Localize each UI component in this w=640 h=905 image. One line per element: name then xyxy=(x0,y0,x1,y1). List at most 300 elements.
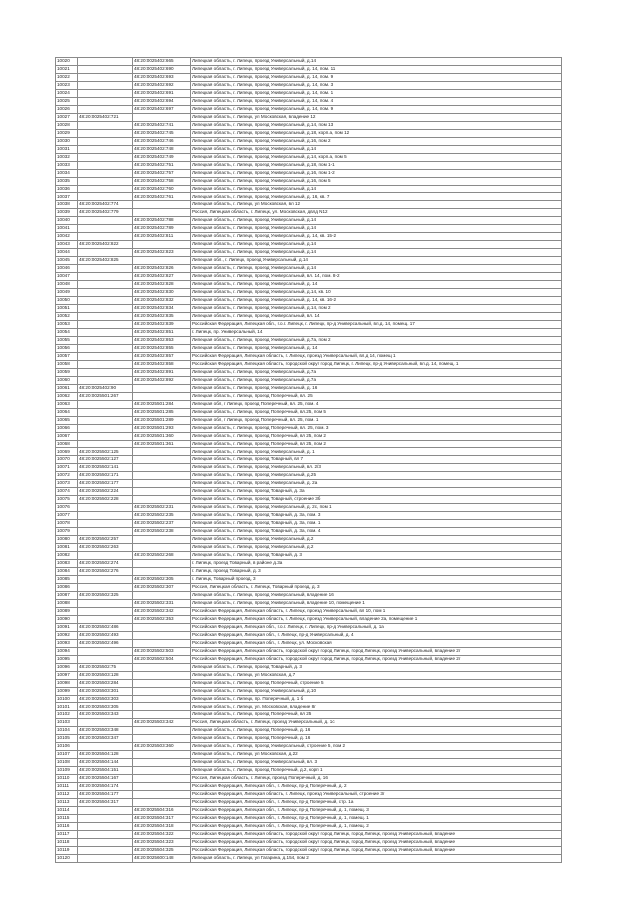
parcel-number-cell xyxy=(78,305,133,313)
address-cell: Липецкая обл, г Липецк, проезд Поперечный, вл. 25, пом. 1 xyxy=(191,416,562,424)
address-cell: Липецкая область, г. Липецк, проезд Универсальный, д. 16 xyxy=(191,384,562,392)
address-cell: Липецкая область, г. Липецк, проезд Универсальный, д. 14, пом. 3 xyxy=(191,81,562,89)
address-cell: Липецкая область, г. Липецк, проезд Универсальный, д.18, корп.а, пом 12 xyxy=(191,129,562,137)
parcel-number-cell: 48:20:0025503:284 xyxy=(78,679,133,687)
parcel-number-cell: 48:20:0025503:128 xyxy=(78,671,133,679)
row-number-cell: 10037 xyxy=(56,193,78,201)
parcel-number-cell: 48:20:0025502:493 xyxy=(78,631,133,639)
building-number-cell xyxy=(133,751,191,759)
table-row xyxy=(56,328,562,336)
address-cell: Липецкая область, г. Липецк, проезд Универсальный, владение 16 xyxy=(191,591,562,599)
table-row xyxy=(56,846,562,854)
table-row xyxy=(56,496,562,504)
table-row xyxy=(56,392,562,400)
table-row xyxy=(56,376,562,384)
building-number-cell xyxy=(133,568,191,576)
building-number-cell xyxy=(133,472,191,480)
table-row xyxy=(56,320,562,328)
table-row xyxy=(56,560,562,568)
building-number-cell xyxy=(133,783,191,791)
building-number-cell xyxy=(133,480,191,488)
table-row xyxy=(56,424,562,432)
address-cell: Липецкая область, г. Липецк, проезд Универсальный, строение 5, пом 2 xyxy=(191,743,562,751)
table-row xyxy=(56,767,562,775)
address-cell: Российская Федерация, Липецкая область, городской округ город Липецк, город Липецк, проезд Универсальный, владение 2г xyxy=(191,655,562,663)
parcel-number-cell xyxy=(78,424,133,432)
table-row xyxy=(56,480,562,488)
address-cell: г. Липецк, проезд Товарный, д. 3 xyxy=(191,568,562,576)
parcel-number-cell xyxy=(78,719,133,727)
parcel-number-cell xyxy=(78,846,133,854)
building-number-cell: 48:20:0025502:342 xyxy=(133,607,191,615)
building-number-cell xyxy=(133,711,191,719)
building-number-cell: 48:20:0025402:892 xyxy=(133,376,191,384)
address-cell: Липецкая область, г. Липецк, проезд Универсальный, д.2 xyxy=(191,536,562,544)
building-number-cell: 48:20:0025402:691 xyxy=(133,89,191,97)
parcel-number-cell: 48:20:0025502:224 xyxy=(78,488,133,496)
parcel-number-cell xyxy=(78,153,133,161)
address-cell: Липецкая область, г. Липецк, проезд Универсальный, д.14 xyxy=(191,241,562,249)
parcel-number-cell xyxy=(78,552,133,560)
table-row xyxy=(56,145,562,153)
table-row xyxy=(56,615,562,623)
building-number-cell: 48:20:0025402:751 xyxy=(133,161,191,169)
table-row xyxy=(56,472,562,480)
table-row xyxy=(56,583,562,591)
row-number-cell: 10068 xyxy=(56,440,78,448)
table-row xyxy=(56,456,562,464)
building-number-cell: 48:20:0025402:853 xyxy=(133,336,191,344)
address-cell: Липецкая область, г. Липецк, проезд Универсальный, д.14, пом 13 xyxy=(191,121,562,129)
row-number-cell: 10076 xyxy=(56,504,78,512)
row-number-cell: 10111 xyxy=(56,783,78,791)
table-row xyxy=(56,217,562,225)
parcel-number-cell xyxy=(78,432,133,440)
row-number-cell: 10100 xyxy=(56,695,78,703)
address-cell: Российская Федерация, Липецкая обл., г.о.г. Липецк, г. Липецк, пр-д Универсальный, вл.д. 14, помещ. 17 xyxy=(191,320,562,328)
parcel-number-cell xyxy=(78,823,133,831)
address-cell: Липецкая область, г. Липецк, проезд Универсальный, вл. 3 xyxy=(191,759,562,767)
parcel-number-cell xyxy=(78,65,133,73)
parcel-number-cell xyxy=(78,289,133,297)
row-number-cell: 10041 xyxy=(56,225,78,233)
table-row xyxy=(56,352,562,360)
table-row xyxy=(56,368,562,376)
building-number-cell xyxy=(133,799,191,807)
parcel-number-cell xyxy=(78,504,133,512)
table-row xyxy=(56,647,562,655)
parcel-number-cell: 48:20:0025502:75 xyxy=(78,663,133,671)
row-number-cell: 10052 xyxy=(56,313,78,321)
building-number-cell xyxy=(133,113,191,121)
row-number-cell: 10047 xyxy=(56,273,78,281)
parcel-number-cell: 48:20:0025503:305 xyxy=(78,703,133,711)
building-number-cell: 48:20:0025504:323 xyxy=(133,838,191,846)
address-cell: Липецкая обл, г Липецк, проезд Поперечный, вл. 25, пом. 4 xyxy=(191,400,562,408)
table-row xyxy=(56,488,562,496)
parcel-number-cell: 48:20:0025502:257 xyxy=(78,536,133,544)
table-row xyxy=(56,177,562,185)
parcel-number-cell xyxy=(78,807,133,815)
row-number-cell: 10098 xyxy=(56,679,78,687)
table-row xyxy=(56,201,562,209)
table-row xyxy=(56,153,562,161)
row-number-cell: 10031 xyxy=(56,145,78,153)
row-number-cell: 10072 xyxy=(56,472,78,480)
address-cell: Липецкая область, г. Липецк, проезд Универсальный, д.16, пом 5 xyxy=(191,177,562,185)
table-row xyxy=(56,408,562,416)
parcel-number-cell: 48:20:0025502:276 xyxy=(78,568,133,576)
row-number-cell: 10055 xyxy=(56,336,78,344)
row-number-cell: 10083 xyxy=(56,560,78,568)
table-row xyxy=(56,73,562,81)
building-number-cell: 48:20:0025503:342 xyxy=(133,719,191,727)
building-number-cell: 48:20:0025402:697 xyxy=(133,105,191,113)
parcel-number-cell xyxy=(78,336,133,344)
table-row xyxy=(56,655,562,663)
parcel-number-cell xyxy=(78,520,133,528)
table-row xyxy=(56,81,562,89)
address-cell: Липецкая область, г. Липецк, проезд Универсальный, вл. 14 xyxy=(191,313,562,321)
table-row xyxy=(56,791,562,799)
row-number-cell: 10058 xyxy=(56,360,78,368)
parcel-number-cell xyxy=(78,233,133,241)
row-number-cell: 10021 xyxy=(56,65,78,73)
parcel-number-cell: 48:20:0025402:825 xyxy=(78,257,133,265)
table-row xyxy=(56,344,562,352)
address-cell: Липецкая область, г. Липецк, проезд Универсальный, д. 2а xyxy=(191,480,562,488)
building-number-cell: 48:20:0025402:746 xyxy=(133,137,191,145)
building-number-cell: 48:20:0025402:823 xyxy=(133,249,191,257)
building-number-cell: 48:20:0025402:828 xyxy=(133,281,191,289)
address-cell: Липецкая область, г. Липецк, проезд Универсальный, д.14 xyxy=(191,217,562,225)
row-number-cell: 10113 xyxy=(56,799,78,807)
address-cell: Липецкая область, г. Липецк, ул Московская, владение 12 xyxy=(191,113,562,121)
registry-sheet xyxy=(55,57,561,863)
parcel-number-cell xyxy=(78,838,133,846)
address-cell: Российская Федерация, Липецкая обл., г. Липецк, пр-д Поперечный, д. 1, помещ. 2 xyxy=(191,823,562,831)
row-number-cell: 10060 xyxy=(56,376,78,384)
address-cell: Липецкая область, г. Липецк, проезд Универсальный, д. 14, кв. 16-2 xyxy=(191,297,562,305)
parcel-number-cell xyxy=(78,815,133,823)
parcel-number-cell xyxy=(78,408,133,416)
address-cell: Липецкая область, г. Липецк, проезд Универсальный, д.14 xyxy=(191,145,562,153)
parcel-number-cell: 48:20:0025502:177 xyxy=(78,480,133,488)
row-number-cell: 10062 xyxy=(56,392,78,400)
row-number-cell: 10061 xyxy=(56,384,78,392)
row-number-cell: 10106 xyxy=(56,743,78,751)
building-number-cell xyxy=(133,496,191,504)
parcel-number-cell xyxy=(78,89,133,97)
table-row xyxy=(56,416,562,424)
building-number-cell xyxy=(133,679,191,687)
address-cell: Липецкая область, г. Липецк, проезд Универсальный, д.2 xyxy=(191,544,562,552)
table-row xyxy=(56,735,562,743)
building-number-cell: 48:20:0025402:826 xyxy=(133,265,191,273)
building-number-cell xyxy=(133,663,191,671)
parcel-number-cell xyxy=(78,743,133,751)
address-cell: Российская Федерация, Липецкая область, городской округ город Липецк, город Липецк, проезд Универсальный, владение xyxy=(191,838,562,846)
table-row xyxy=(56,687,562,695)
address-cell: Липецкая область, г. Липецк, проезд Универсальный, вл. 14, пом. 8-2 xyxy=(191,273,562,281)
parcel-number-cell: 48:20:0025402:822 xyxy=(78,241,133,249)
parcel-number-cell xyxy=(78,137,133,145)
address-cell: Липецкая область, г. Липецк, проезд Товарный, д. 3 xyxy=(191,552,562,560)
parcel-number-cell: 48:20:0025502:486 xyxy=(78,623,133,631)
building-number-cell xyxy=(133,536,191,544)
row-number-cell: 10048 xyxy=(56,281,78,289)
address-cell: Российская Федерация, Липецкая обл., г. Липецк, пр-д Поперечный, стр. 1а xyxy=(191,799,562,807)
table-row xyxy=(56,727,562,735)
address-cell: Липецкая область, г. Липецк, проезд Поперечный, вл. 25 xyxy=(191,392,562,400)
parcel-number-cell: 48:20:0025503:303 xyxy=(78,695,133,703)
row-number-cell: 10050 xyxy=(56,297,78,305)
table-row xyxy=(56,536,562,544)
building-number-cell: 48:20:0025501:360 xyxy=(133,432,191,440)
row-number-cell: 10023 xyxy=(56,81,78,89)
row-number-cell: 10084 xyxy=(56,568,78,576)
table-row xyxy=(56,823,562,831)
row-number-cell: 10103 xyxy=(56,719,78,727)
building-number-cell: 48:20:0025504:318 xyxy=(133,823,191,831)
parcel-number-cell xyxy=(78,440,133,448)
address-cell: Липецкая область, г. Липецк, проезд Товарный, д. 3а, пом. 1 xyxy=(191,520,562,528)
parcel-number-cell: 48:20:0025503:301 xyxy=(78,687,133,695)
building-number-cell xyxy=(133,775,191,783)
address-cell: Липецкая область, г. Липецк, проезд Универсальный, д.14 xyxy=(191,225,562,233)
building-number-cell xyxy=(133,448,191,456)
building-number-cell: 48:20:0025402:690 xyxy=(133,65,191,73)
address-cell: Липецкая область, г. Липецк, проезд Поперечный, вл 25, пом 2 xyxy=(191,440,562,448)
parcel-number-cell: 48:20:0025504:177 xyxy=(78,791,133,799)
parcel-number-cell xyxy=(78,97,133,105)
parcel-number-cell xyxy=(78,583,133,591)
building-number-cell: 48:20:0025402:891 xyxy=(133,368,191,376)
parcel-number-cell xyxy=(78,73,133,81)
row-number-cell: 10078 xyxy=(56,520,78,528)
address-cell: Липецкая область, г. Липецк, пр. Поперечный, д. 1 б xyxy=(191,695,562,703)
table-row xyxy=(56,121,562,129)
building-number-cell: 48:20:0025504:322 xyxy=(133,830,191,838)
address-cell: Липецкая область, г. Липецк, проезд Товарный, строение 3б xyxy=(191,496,562,504)
building-number-cell xyxy=(133,384,191,392)
table-row xyxy=(56,137,562,145)
row-number-cell: 10039 xyxy=(56,209,78,217)
building-number-cell xyxy=(133,727,191,735)
row-number-cell: 10034 xyxy=(56,169,78,177)
building-number-cell: 48:20:0025402:832 xyxy=(133,297,191,305)
table-body xyxy=(56,58,562,863)
parcel-number-cell xyxy=(78,265,133,273)
parcel-number-cell xyxy=(78,249,133,257)
address-cell: Липецкая область, г. Липецк, проезд Универсальный, д. 14 xyxy=(191,344,562,352)
table-row xyxy=(56,743,562,751)
table-row xyxy=(56,544,562,552)
address-cell: Россия, Липецкая область, г. Липецк, Товарный проезд, д. 3 xyxy=(191,583,562,591)
building-number-cell xyxy=(133,560,191,568)
address-cell: Липецкая область, г. Липецк, проезд Универсальный, д.14, кв. 10 xyxy=(191,289,562,297)
row-number-cell: 10093 xyxy=(56,639,78,647)
address-cell: Липецкая область, г. Липецк, ул Московская, вл 12 xyxy=(191,201,562,209)
address-cell: Липецкая область, г. Липецк, проезд Универсальный, д. 2с, пом 1 xyxy=(191,504,562,512)
building-number-cell xyxy=(133,767,191,775)
table-row xyxy=(56,838,562,846)
row-number-cell: 10026 xyxy=(56,105,78,113)
row-number-cell: 10038 xyxy=(56,201,78,209)
row-number-cell: 10081 xyxy=(56,544,78,552)
row-number-cell: 10027 xyxy=(56,113,78,121)
row-number-cell: 10085 xyxy=(56,575,78,583)
parcel-number-cell xyxy=(78,145,133,153)
row-number-cell: 10054 xyxy=(56,328,78,336)
row-number-cell: 10080 xyxy=(56,536,78,544)
address-cell: Россия, Липецкая область, г. Липецк, ул. Московская, двлд N12 xyxy=(191,209,562,217)
address-cell: Липецкая область, г. Липецк, проезд Универсальный, д. 14, пом. 1 xyxy=(191,89,562,97)
parcel-number-cell xyxy=(78,344,133,352)
parcel-number-cell xyxy=(78,217,133,225)
row-number-cell: 10109 xyxy=(56,767,78,775)
table-row xyxy=(56,695,562,703)
address-cell: Липецкая область, г. Липецк, ул Гагарина, д.154, пом 2 xyxy=(191,854,562,862)
table-row xyxy=(56,400,562,408)
table-row xyxy=(56,783,562,791)
table-row xyxy=(56,528,562,536)
row-number-cell: 10056 xyxy=(56,344,78,352)
address-cell: Липецкая область, г. Липецк, проезд Поперечный, д.2, корп 1 xyxy=(191,767,562,775)
parcel-number-cell xyxy=(78,129,133,137)
address-cell: Липецкая область, г. Липецк, проезд Товарный, д. 3 xyxy=(191,663,562,671)
address-cell: Липецкая область, г. Липецк, проезд Универсальный, д. 14, пом. 11 xyxy=(191,65,562,73)
address-cell: Липецкая область, г. Липецк, проезд Универсальный, д.10 xyxy=(191,687,562,695)
building-number-cell: 48:20:0025504:316 xyxy=(133,807,191,815)
parcel-number-cell xyxy=(78,177,133,185)
building-number-cell: 48:20:0025502:503 xyxy=(133,647,191,655)
parcel-number-cell: 48:20:0025504:144 xyxy=(78,759,133,767)
table-row xyxy=(56,575,562,583)
parcel-number-cell xyxy=(78,185,133,193)
row-number-cell: 10073 xyxy=(56,480,78,488)
address-cell: Липецкая область, г. Липецк, проезд Универсальный, д.14 xyxy=(191,58,562,66)
parcel-number-cell: 48:20:0025503:348 xyxy=(78,727,133,735)
parcel-number-cell xyxy=(78,528,133,536)
table-row xyxy=(56,249,562,257)
building-number-cell: 48:20:0025402:858 xyxy=(133,360,191,368)
row-number-cell: 10086 xyxy=(56,583,78,591)
parcel-number-cell xyxy=(78,328,133,336)
table-row xyxy=(56,799,562,807)
row-number-cell: 10046 xyxy=(56,265,78,273)
address-cell: Липецкая область, г. Липецк, проезд Универсальный, д.25 xyxy=(191,472,562,480)
parcel-number-cell: 48:20:0025502:228 xyxy=(78,496,133,504)
parcel-number-cell: 48:20:0025402:774 xyxy=(78,201,133,209)
table-row xyxy=(56,719,562,727)
table-row xyxy=(56,58,562,66)
address-cell: Липецкая область, г. Липецк, проезд Поперечный, д. 16 xyxy=(191,735,562,743)
cadastral-table xyxy=(55,57,562,863)
table-row xyxy=(56,663,562,671)
table-row xyxy=(56,759,562,767)
table-row xyxy=(56,679,562,687)
row-number-cell: 10022 xyxy=(56,73,78,81)
parcel-number-cell xyxy=(78,169,133,177)
address-cell: Липецкая область, г. Липецк, ул. Московская, владение 8г xyxy=(191,703,562,711)
row-number-cell: 10020 xyxy=(56,58,78,66)
building-number-cell: 48:20:0025402:839 xyxy=(133,320,191,328)
row-number-cell: 10101 xyxy=(56,703,78,711)
building-number-cell: 48:20:0025501:284 xyxy=(133,400,191,408)
row-number-cell: 10099 xyxy=(56,687,78,695)
row-number-cell: 10030 xyxy=(56,137,78,145)
parcel-number-cell: 48:20:0025502:171 xyxy=(78,472,133,480)
table-row xyxy=(56,193,562,201)
table-row xyxy=(56,815,562,823)
row-number-cell: 10118 xyxy=(56,838,78,846)
row-number-cell: 10045 xyxy=(56,257,78,265)
row-number-cell: 10119 xyxy=(56,846,78,854)
parcel-number-cell: 48:20:0025504:128 xyxy=(78,751,133,759)
parcel-number-cell: 48:20:0025504:174 xyxy=(78,783,133,791)
building-number-cell: 48:20:0025502:307 xyxy=(133,583,191,591)
address-cell: г. Липецк, проезд Товарный, в районе д.3а xyxy=(191,560,562,568)
table-row xyxy=(56,552,562,560)
row-number-cell: 10024 xyxy=(56,89,78,97)
table-row xyxy=(56,830,562,838)
building-number-cell: 48:20:0025501:293 xyxy=(133,424,191,432)
parcel-number-cell: 48:20:0025504:317 xyxy=(78,799,133,807)
row-number-cell: 10115 xyxy=(56,815,78,823)
row-number-cell: 10117 xyxy=(56,830,78,838)
row-number-cell: 10092 xyxy=(56,631,78,639)
building-number-cell xyxy=(133,392,191,400)
row-number-cell: 10107 xyxy=(56,751,78,759)
row-number-cell: 10036 xyxy=(56,185,78,193)
table-row xyxy=(56,568,562,576)
table-row xyxy=(56,97,562,105)
table-row xyxy=(56,185,562,193)
table-row xyxy=(56,336,562,344)
parcel-number-cell xyxy=(78,313,133,321)
row-number-cell: 10096 xyxy=(56,663,78,671)
building-number-cell: 48:20:0025502:305 xyxy=(133,575,191,583)
table-row xyxy=(56,591,562,599)
row-number-cell: 10071 xyxy=(56,464,78,472)
address-cell: Липецкая область, г. Липецк, проезд Товарный, вл 7 xyxy=(191,456,562,464)
parcel-number-cell xyxy=(78,599,133,607)
building-number-cell: 48:20:0025502:353 xyxy=(133,615,191,623)
address-cell: Липецкая область, г. Липецк, проезд Универсальный, д.16, пом 1-2 xyxy=(191,169,562,177)
table-row xyxy=(56,257,562,265)
row-number-cell: 10110 xyxy=(56,775,78,783)
address-cell: Российская Федерация, Липецкая область, городской округ город Липецк, город Липецк, проезд Универсальный, владение xyxy=(191,830,562,838)
address-cell: Липецкая область, г. Липецк, проезд Товарный, д. 3а, пом. 4 xyxy=(191,528,562,536)
building-number-cell: 48:20:0025402:745 xyxy=(133,129,191,137)
parcel-number-cell: 48:20:0025502:125 xyxy=(78,448,133,456)
table-row xyxy=(56,711,562,719)
row-number-cell: 10042 xyxy=(56,233,78,241)
address-cell: Липецкая область, г. Липецк, ул Московская, д.22 xyxy=(191,751,562,759)
address-cell: Российская Федерация, Липецкая область, г. Липецк, проезд Универсальный, вл 10, пом 1 xyxy=(191,607,562,615)
building-number-cell xyxy=(133,623,191,631)
parcel-number-cell: 48:20:0025504:151 xyxy=(78,767,133,775)
building-number-cell xyxy=(133,639,191,647)
building-number-cell: 48:20:0025402:835 xyxy=(133,313,191,321)
parcel-number-cell xyxy=(78,81,133,89)
parcel-number-cell xyxy=(78,830,133,838)
address-cell: Липецкая область, г. Липецк, проезд Универсальный, д.14 xyxy=(191,265,562,273)
parcel-number-cell: 48:20:0025502:496 xyxy=(78,639,133,647)
building-number-cell: 48:20:0025402:830 xyxy=(133,289,191,297)
parcel-number-cell: 48:20:0025502:127 xyxy=(78,456,133,464)
